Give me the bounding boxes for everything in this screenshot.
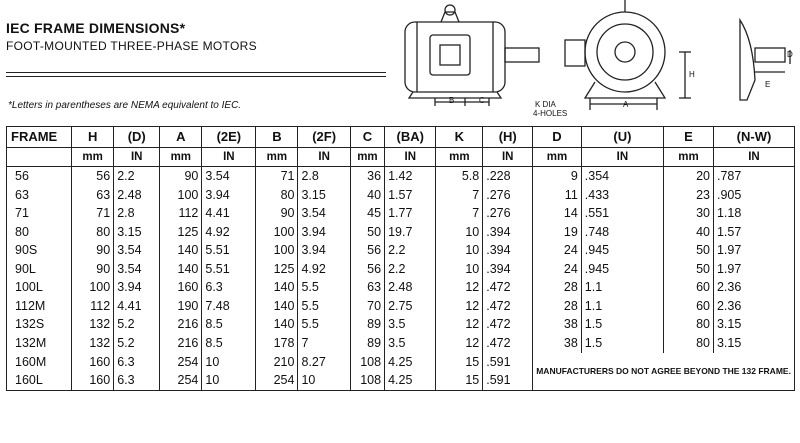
table-cell: .748	[581, 223, 663, 242]
table-row	[7, 334, 795, 353]
table-cell: .472	[483, 334, 533, 353]
column-header: E	[664, 127, 714, 148]
table-cell: 2.36	[713, 297, 794, 316]
column-header: A	[160, 127, 202, 148]
dimensions-table	[6, 126, 795, 391]
table-cell: 254	[160, 353, 202, 372]
table-cell: 56	[350, 260, 384, 279]
table-cell: 56	[350, 241, 384, 260]
unit-header: mm	[160, 148, 202, 167]
header-row	[7, 127, 795, 148]
table-cell: 160	[160, 278, 202, 297]
table-cell: 3.15	[713, 334, 794, 353]
column-header: FRAME	[7, 127, 72, 148]
table-cell: 90	[72, 241, 114, 260]
table-cell: 90	[160, 167, 202, 186]
table-cell: 3.15	[114, 223, 160, 242]
dim-label-a: A	[623, 100, 629, 109]
table-cell: 4.25	[385, 353, 436, 372]
table-cell: 23	[664, 186, 714, 205]
page-title: IEC FRAME DIMENSIONS*	[6, 20, 186, 36]
unit-header: mm	[72, 148, 114, 167]
table-cell: 140	[160, 241, 202, 260]
table-cell: 140	[256, 297, 298, 316]
frame-cell: 132M	[7, 334, 72, 353]
table-cell: 132	[72, 315, 114, 334]
unit-header: IN	[581, 148, 663, 167]
table-row	[7, 260, 795, 279]
unit-header: IN	[713, 148, 794, 167]
table-cell: .945	[581, 241, 663, 260]
table-cell: .945	[581, 260, 663, 279]
table-row	[7, 241, 795, 260]
frame-cell: 90S	[7, 241, 72, 260]
table-cell: 2.36	[713, 278, 794, 297]
unit-header: mm	[533, 148, 582, 167]
table-cell: 108	[350, 353, 384, 372]
table-cell: 50	[664, 260, 714, 279]
column-header: (H)	[483, 127, 533, 148]
table-row	[7, 223, 795, 242]
table-cell: 71	[72, 204, 114, 223]
table-cell: 5.8	[436, 167, 483, 186]
table-cell: 15	[436, 371, 483, 390]
table-row	[7, 353, 795, 372]
table-cell: 4.92	[202, 223, 256, 242]
table-cell: 63	[72, 186, 114, 205]
table-cell: 1.5	[581, 334, 663, 353]
frame-cell: 80	[7, 223, 72, 242]
table-cell: 2.48	[114, 186, 160, 205]
table-cell: 28	[533, 278, 582, 297]
table-cell: 2.2	[385, 260, 436, 279]
table-row	[7, 278, 795, 297]
table-cell: 19	[533, 223, 582, 242]
table-cell: 5.2	[114, 334, 160, 353]
table-cell: 254	[160, 371, 202, 390]
column-header: B	[256, 127, 298, 148]
column-header: (N-W)	[713, 127, 794, 148]
table-cell: 60	[664, 278, 714, 297]
frame-cell: 71	[7, 204, 72, 223]
unit-header: IN	[298, 148, 350, 167]
table-cell: 112	[160, 204, 202, 223]
table-cell: 216	[160, 315, 202, 334]
divider	[6, 72, 386, 73]
table-cell: .591	[483, 353, 533, 372]
table-cell: 3.54	[298, 204, 350, 223]
table-cell: 3.54	[202, 167, 256, 186]
table-cell: 12	[436, 278, 483, 297]
table-cell: 80	[72, 223, 114, 242]
table-cell: 4.25	[385, 371, 436, 390]
column-header: C	[350, 127, 384, 148]
table-cell: 5.2	[114, 315, 160, 334]
table-cell: 10	[298, 371, 350, 390]
table-cell: 140	[160, 260, 202, 279]
column-header: D	[533, 127, 582, 148]
table-cell: 2.2	[114, 167, 160, 186]
dim-label-k: K DIA	[535, 100, 556, 109]
table-row	[7, 167, 795, 186]
table-cell: 3.5	[385, 334, 436, 353]
table-cell: 80	[664, 334, 714, 353]
table-cell: 11	[533, 186, 582, 205]
table-cell: 10	[436, 260, 483, 279]
table-cell: 100	[72, 278, 114, 297]
table-cell: 254	[256, 371, 298, 390]
table-cell: 80	[664, 315, 714, 334]
table-cell: 2.8	[114, 204, 160, 223]
unit-header: IN	[202, 148, 256, 167]
table-cell: 14	[533, 204, 582, 223]
table-cell: .472	[483, 278, 533, 297]
unit-header	[7, 148, 72, 167]
table-row	[7, 204, 795, 223]
table-cell: 7.48	[202, 297, 256, 316]
table-cell: 4.92	[298, 260, 350, 279]
table-cell: 7	[436, 186, 483, 205]
table-cell: 1.42	[385, 167, 436, 186]
table-cell: 2.75	[385, 297, 436, 316]
table-cell: 8.5	[202, 315, 256, 334]
table-cell: 190	[160, 297, 202, 316]
column-header: (D)	[114, 127, 160, 148]
page-subtitle: FOOT-MOUNTED THREE-PHASE MOTORS	[6, 39, 257, 53]
table-cell: 8.5	[202, 334, 256, 353]
table-cell: .472	[483, 315, 533, 334]
table-cell: 45	[350, 204, 384, 223]
unit-header: mm	[436, 148, 483, 167]
table-cell: 108	[350, 371, 384, 390]
table-cell: 10	[436, 241, 483, 260]
dim-label-h: H	[689, 70, 695, 79]
dim-label-b: B	[449, 96, 455, 105]
table-cell: 1.97	[713, 260, 794, 279]
table-cell: 3.54	[114, 260, 160, 279]
table-cell: 28	[533, 297, 582, 316]
table-cell: 1.97	[713, 241, 794, 260]
unit-header: mm	[256, 148, 298, 167]
table-cell: 90	[256, 204, 298, 223]
table-cell: 125	[160, 223, 202, 242]
table-cell: 100	[256, 241, 298, 260]
table-cell: 210	[256, 353, 298, 372]
table-cell: 2.8	[298, 167, 350, 186]
column-header: K	[436, 127, 483, 148]
table-cell: 19.7	[385, 223, 436, 242]
dim-label-k-holes: 4-HOLES	[533, 109, 568, 118]
frame-cell: 90L	[7, 260, 72, 279]
table-cell: 20	[664, 167, 714, 186]
frame-cell: 160M	[7, 353, 72, 372]
table-cell: 90	[72, 260, 114, 279]
table-cell: 1.1	[581, 297, 663, 316]
table-cell: 1.77	[385, 204, 436, 223]
table-cell: 10	[202, 353, 256, 372]
table-row	[7, 297, 795, 316]
column-header: (2F)	[298, 127, 350, 148]
table-cell: 5.5	[298, 278, 350, 297]
table-cell: 10	[202, 371, 256, 390]
table-cell: 5.5	[298, 297, 350, 316]
table-cell: .551	[581, 204, 663, 223]
table-cell: .787	[713, 167, 794, 186]
table-cell: .276	[483, 204, 533, 223]
table-cell: 10	[436, 223, 483, 242]
table-cell: 140	[256, 315, 298, 334]
table-cell: 1.18	[713, 204, 794, 223]
table-cell: 112	[72, 297, 114, 316]
table-cell: 24	[533, 241, 582, 260]
frame-cell: 160L	[7, 371, 72, 390]
table-cell: 50	[664, 241, 714, 260]
table-cell: 3.54	[114, 241, 160, 260]
table-cell: 160	[72, 371, 114, 390]
table-cell: 1.5	[581, 315, 663, 334]
table-cell: 5.5	[298, 315, 350, 334]
nema-note: *Letters in parentheses are NEMA equivalent to IEC.	[8, 100, 242, 111]
table-cell: 89	[350, 315, 384, 334]
table-cell: 3.15	[713, 315, 794, 334]
column-header: (BA)	[385, 127, 436, 148]
table-cell: 8.27	[298, 353, 350, 372]
table-cell: 125	[256, 260, 298, 279]
table-cell: 30	[664, 204, 714, 223]
column-header: H	[72, 127, 114, 148]
table-cell: 24	[533, 260, 582, 279]
unit-header: IN	[385, 148, 436, 167]
table-cell: 1.1	[581, 278, 663, 297]
table-cell: 71	[256, 167, 298, 186]
table-cell: 5.51	[202, 241, 256, 260]
frame-cell: 63	[7, 186, 72, 205]
table-cell: .591	[483, 371, 533, 390]
table-cell: 4.41	[114, 297, 160, 316]
table-cell: 89	[350, 334, 384, 353]
table-cell: 36	[350, 167, 384, 186]
table-cell: 3.15	[298, 186, 350, 205]
table-cell: .228	[483, 167, 533, 186]
table-cell: 3.94	[202, 186, 256, 205]
table-cell: .276	[483, 186, 533, 205]
table-cell: .905	[713, 186, 794, 205]
table-cell: 12	[436, 334, 483, 353]
table-cell: 100	[256, 223, 298, 242]
table-row	[7, 315, 795, 334]
table-cell: 38	[533, 334, 582, 353]
column-header: (U)	[581, 127, 663, 148]
table-cell: .394	[483, 223, 533, 242]
table-cell: .472	[483, 297, 533, 316]
table-cell: 3.94	[298, 223, 350, 242]
table-cell: 70	[350, 297, 384, 316]
frame-cell: 112M	[7, 297, 72, 316]
unit-row	[7, 148, 795, 167]
unit-header: mm	[664, 148, 714, 167]
table-body	[7, 167, 795, 391]
dim-label-d: D	[787, 50, 793, 59]
frame-cell: 132S	[7, 315, 72, 334]
table-cell: 6.3	[114, 371, 160, 390]
table-cell: 3.94	[114, 278, 160, 297]
table-cell: 7	[436, 204, 483, 223]
frame-cell: 100L	[7, 278, 72, 297]
table-cell: 38	[533, 315, 582, 334]
table-cell: 132	[72, 334, 114, 353]
table-cell: 2.2	[385, 241, 436, 260]
table-cell: .394	[483, 260, 533, 279]
footnote-cell: MANUFACTURERS DO NOT AGREE BEYOND THE 132 FRAME.	[533, 353, 795, 391]
table-cell: 216	[160, 334, 202, 353]
table-cell: 15	[436, 353, 483, 372]
divider	[6, 76, 386, 77]
table-cell: 178	[256, 334, 298, 353]
table-cell: 56	[72, 167, 114, 186]
table-cell: 40	[664, 223, 714, 242]
table-cell: 12	[436, 315, 483, 334]
table-cell: 12	[436, 297, 483, 316]
motor-diagrams	[395, 0, 800, 120]
table-cell: 63	[350, 278, 384, 297]
table-cell: .394	[483, 241, 533, 260]
table-cell: 5.51	[202, 260, 256, 279]
table-cell: 80	[256, 186, 298, 205]
dim-label-c: C	[479, 96, 485, 105]
table-cell: 1.57	[385, 186, 436, 205]
table-cell: 3.5	[385, 315, 436, 334]
unit-header: IN	[114, 148, 160, 167]
table-cell: 9	[533, 167, 582, 186]
motor-side-view	[395, 0, 800, 120]
table-cell: 60	[664, 297, 714, 316]
column-header: (2E)	[202, 127, 256, 148]
table-cell: 3.94	[298, 241, 350, 260]
table-cell: .354	[581, 167, 663, 186]
table-cell: .433	[581, 186, 663, 205]
frame-cell: 56	[7, 167, 72, 186]
table-cell: 100	[160, 186, 202, 205]
unit-header: IN	[483, 148, 533, 167]
table-cell: 2.48	[385, 278, 436, 297]
table-cell: 50	[350, 223, 384, 242]
table-cell: 1.57	[713, 223, 794, 242]
table-cell: 4.41	[202, 204, 256, 223]
table-cell: 160	[72, 353, 114, 372]
table-cell: 6.3	[114, 353, 160, 372]
table-cell: 40	[350, 186, 384, 205]
table-cell: 6.3	[202, 278, 256, 297]
table-row	[7, 186, 795, 205]
table-cell: 7	[298, 334, 350, 353]
unit-header: mm	[350, 148, 384, 167]
dim-label-e: E	[765, 80, 771, 89]
table-cell: 140	[256, 278, 298, 297]
